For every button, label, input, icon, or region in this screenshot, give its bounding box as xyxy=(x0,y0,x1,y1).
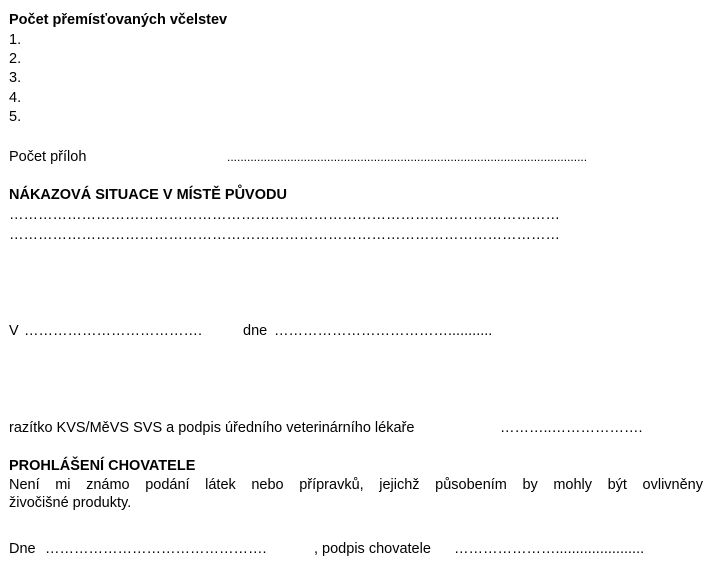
date-label: dne xyxy=(243,323,268,339)
declaration-text-line-1: Není mi známo podání látek nebo přípravků, jejichž působením by mohly být ovlivněny xyxy=(9,477,703,493)
attachments-label: Počet příloh xyxy=(9,149,87,165)
declaration-text-line-2: živočišné produkty. xyxy=(9,495,132,511)
disease-line-1: …………………………………………………………………………………………………… xyxy=(9,207,560,223)
signature-date-dots: ………………………………………. xyxy=(45,541,267,557)
signature-label: , podpis chovatele xyxy=(314,541,431,557)
declaration-heading: PROHLÁŠENÍ CHOVATELE xyxy=(9,458,196,474)
place-dots: ………………………………. xyxy=(24,323,203,339)
attachments-dots: ............................................................................................................ xyxy=(227,150,588,164)
disease-line-2: …………………………………………………………………………………………………… xyxy=(9,227,560,243)
colony-item-4: 4. xyxy=(9,90,22,106)
colony-item-1: 1. xyxy=(9,32,22,48)
declaration-text xyxy=(9,476,703,512)
date-dots: ………………………………........... xyxy=(274,323,493,339)
stamp-label: razítko KVS/MěVS SVS a podpis úředního veterinárního lékaře xyxy=(9,420,415,436)
colony-item-3: 3. xyxy=(9,70,22,86)
place-label: V xyxy=(9,323,19,339)
signature-dots: …………………...................... xyxy=(454,541,645,557)
stamp-dots: ………..………………. xyxy=(500,420,643,436)
colony-item-5: 5. xyxy=(9,109,22,125)
disease-heading: NÁKAZOVÁ SITUACE V MÍSTĚ PŮVODU xyxy=(9,187,287,203)
colony-item-2: 2. xyxy=(9,51,22,67)
colonies-heading: Počet přemísťovaných včelstev xyxy=(9,12,228,28)
signature-date-label: Dne xyxy=(9,541,36,557)
